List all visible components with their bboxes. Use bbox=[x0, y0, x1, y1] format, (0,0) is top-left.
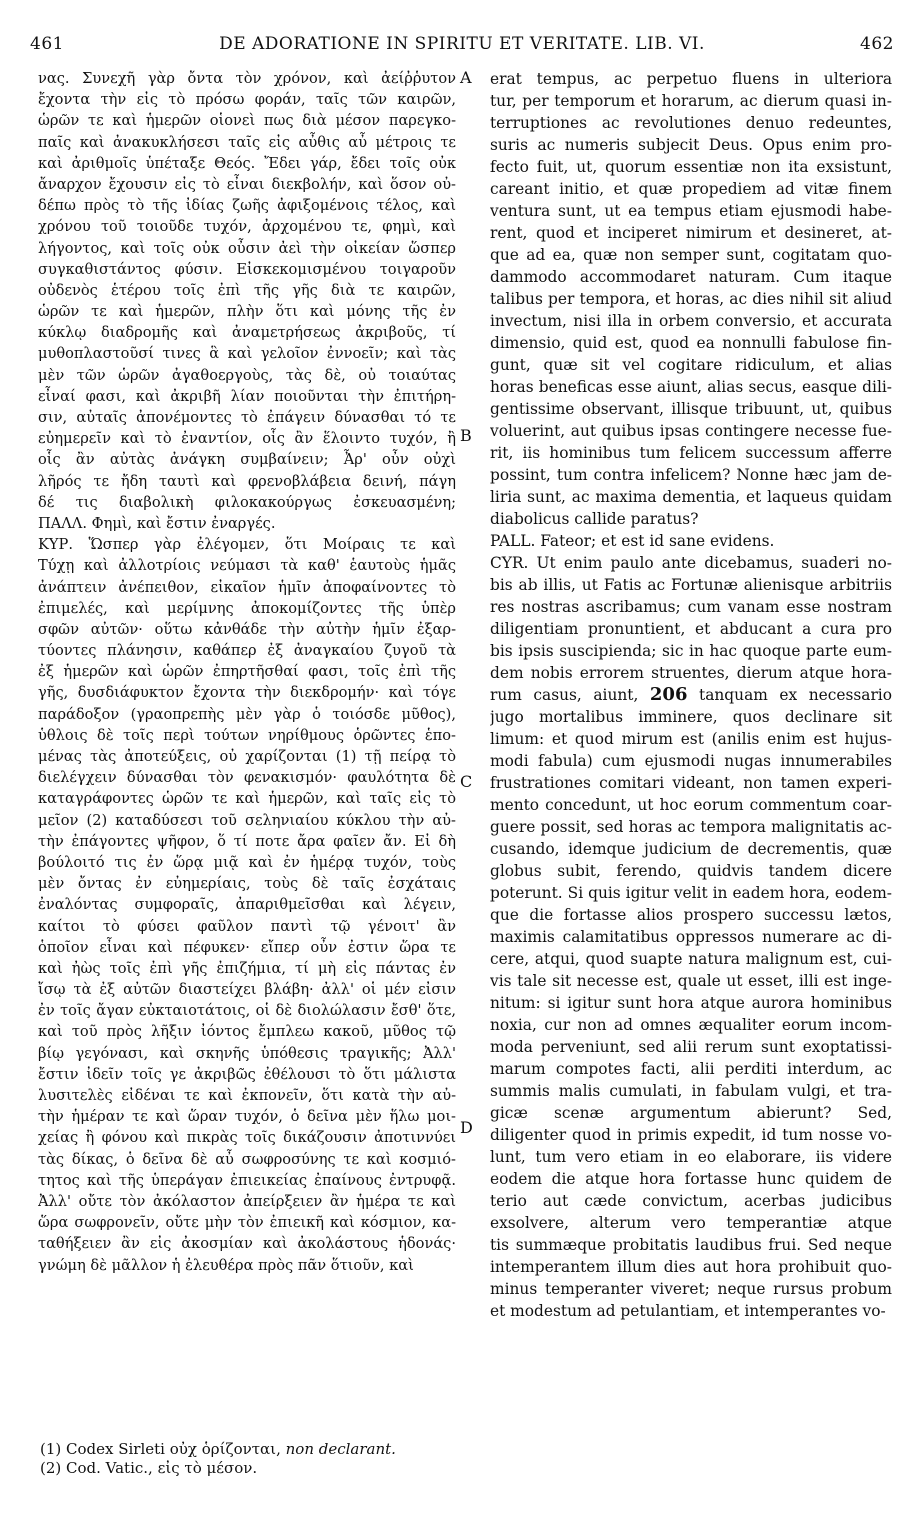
greek-text-line: οὐδενὸς ἑτέρου τοῖς ἐπὶ τῆς γῆς διὰ τε καιρῶν, bbox=[38, 281, 456, 299]
greek-text-line: καὶ ἠὼς τοῖς ἐπὶ γῆς ἐπιζήμια, τί μὴ εἰς πάντας ἐν bbox=[38, 959, 456, 977]
footnote-1-italic: non declarant. bbox=[285, 1440, 396, 1458]
greek-text-line: σφῶν αὐτῶν· οὕτω κἀνθάδε τὴν αὐτὴν ἡμῖν ἐξαρ- bbox=[38, 620, 456, 638]
latin-text-line: moda perveniunt, sed alii rerum sunt exoptatissi- bbox=[490, 1038, 892, 1056]
greek-text-line: τὴν ἡμέραν τε καὶ ὥραν τυχόν, ὁ δεῖνα μὲν ἥλω μοι- bbox=[38, 1108, 456, 1126]
greek-text-line: παράδοξον (γραοπρεπὴς μὲν γὰρ ὁ τοιόσδε μῦθος), bbox=[38, 705, 456, 723]
greek-text-line: τὴν ἐπάγοντες ψῆφον, ὅ τί ποτε ἄρα φαῖεν ἄν. Εἰ δὴ bbox=[38, 832, 456, 850]
latin-text-line: eodem die atque hora fortasse hunc quidem de bbox=[490, 1170, 892, 1188]
latin-text-line: possint, tum contra infelicem? Nonne hæc jam de- bbox=[490, 466, 892, 484]
latin-text-line: talibus per tempora, et horas, ac dies nihil sit aliud bbox=[490, 290, 892, 308]
greek-text-line: δέ τις διαβολικὴ φιλοκακούργως ἐσκευασμένη; bbox=[38, 493, 456, 511]
greek-text-line: καὶ ἀριθμοῖς ὑπέταξε Θεός. Ἔδει γάρ, ἔδει τοῖς οὐκ bbox=[38, 154, 456, 172]
latin-text-line: nitum: si igitur sunt hora atque aurora hominibus bbox=[490, 994, 892, 1012]
greek-text-line: τητος καὶ τῆς ὑπεράγαν ἐπιεικείας ἐπαίνους ἐντρυφᾷ. bbox=[38, 1171, 456, 1189]
greek-text-line: καίτοι τὸ φύσει φαῦλον παντὶ τῷ γένοιτ' ἂν bbox=[38, 917, 456, 935]
greek-text-line: ἔστιν ἰδεῖν τοῖς γε ἀκριβῶς ἐθέλουσι τὸ ὅτι μάλιστα bbox=[38, 1065, 456, 1083]
greek-text-line: συγκαθιστάντος φύσιν. Εἰσκεκομισμένου τοιγαροῦν bbox=[38, 260, 456, 278]
latin-text-line: gicæ scenæ argumentum abierunt? Sed, bbox=[490, 1104, 892, 1122]
greek-text-line: μεῖον (2) καταδύσεσι τοῦ σεληνιαίου κύκλου τὴν αὐ- bbox=[38, 811, 456, 829]
greek-text-line: νας. Συνεχῆ γὰρ ὄντα τὸν χρόνον, καὶ ἀείῤῥυτον bbox=[38, 70, 456, 87]
greek-text-line: εὐημερεῖν καὶ τὸ ἐναντίον, οἷς ἂν ἕλοιντο τυχόν, ἢ bbox=[38, 430, 456, 448]
latin-text-line: jugo mortalibus imminere, quos declinare sit bbox=[490, 708, 892, 726]
latin-text-line: fecto fuit, ut, quorum essentiæ non ita exsistunt, bbox=[490, 158, 892, 176]
latin-text-line: que ad ea, quæ non semper sunt, cogitatam quo- bbox=[490, 246, 892, 264]
latin-text-line: guere possit, sed horas ac tempora malignitatis ac- bbox=[490, 818, 892, 836]
page-header bbox=[30, 34, 894, 60]
greek-text-line: γῆς, δυσδιάφυκτον ἔχοντα τὴν διεκδρομήν· καὶ τόγε bbox=[38, 684, 456, 702]
latin-text-line: noxia, cur non ad omnes æqualiter eorum incom- bbox=[490, 1016, 892, 1034]
latin-text-line: globus subit, ferendo, quidvis tandem dicere bbox=[490, 862, 892, 880]
latin-text-line: et modestum ad petulantiam, et intemperantes vo- bbox=[490, 1302, 886, 1320]
greek-text-line: καὶ τοῦ πρὸς λῆξιν ἰόντος ἔμπλεω κακοῦ, μῦθος τῷ bbox=[38, 1023, 456, 1041]
greek-text-line: ἐναλόντας συμφοραῖς, ἀπαριθμεῖσθαι καὶ λέγειν, bbox=[38, 896, 456, 914]
greek-text-line: μὲν ὄντας ἐν εὐημερίαις, τοὺς δὲ ταῖς ἐσχάταις bbox=[38, 875, 456, 893]
greek-text-line: ὥρα σωφρονεῖν, οὔτε μὴν τὸν ἐπιεικῆ καὶ κόσμιον, κα- bbox=[38, 1214, 456, 1232]
latin-text-line: cusando, idemque judicium de decrementis, quæ bbox=[490, 840, 892, 858]
latin-206-prefix: rum casus, aiunt, bbox=[490, 686, 650, 704]
latin-text-line: res nostras ascribamus; cum vanam esse nostram bbox=[490, 598, 892, 616]
greek-text-line: ὡρῶν τε καὶ ἡμερῶν οἱονεὶ πως διὰ μέσον παρεγκο- bbox=[38, 112, 456, 130]
latin-text-line: ventura sunt, ut ea tempus etiam ejusmodi habe- bbox=[490, 202, 892, 220]
greek-text-line: γνώμη δὲ μᾶλλον ἡ ἐλευθέρα πρὸς πᾶν ὅτιοῦν, καὶ bbox=[38, 1256, 414, 1274]
latin-text-line: que die fortasse alios prospero successu lætos, bbox=[490, 906, 892, 924]
latin-text-line: dammodo accommodaret naturam. Cum itaque bbox=[490, 268, 892, 286]
latin-text-line: lunt, tum vero etiam in eo elaborare, iis videre bbox=[490, 1148, 892, 1166]
latin-text-line: summis malis cumulati, in fabulam vulgi, et tra- bbox=[490, 1082, 892, 1100]
greek-text-line: λήγοντος, καὶ τοῖς οὐκ οὖσιν ἀεὶ τὴν οἰκείαν ὥσπερ bbox=[38, 239, 456, 257]
greek-text-line: ἴσῳ τὰ ἐξ αὐτῶν διαστείχει βλάβη· ἀλλ' οἱ μέν εἰσιν bbox=[38, 981, 456, 999]
greek-text-line: μυθοπλαστοῦσί τινες ἃ καὶ γελοῖον ἐννοεῖν; καὶ τὰς bbox=[38, 345, 456, 363]
greek-text-line: ὁποῖον εἶναι καὶ πέφυκεν· εἴπερ οὖν ἐστιν ὥρα τε bbox=[38, 938, 456, 956]
latin-206-suffix: tanquam ex necessario bbox=[687, 686, 892, 704]
footnotes bbox=[40, 1440, 396, 1478]
latin-text-line: PALL. Fateor; et est id sane evidens. bbox=[490, 532, 775, 550]
greek-text-line: ταθήξειεν ἂν εἰς ἀκοσμίαν καὶ ἀκολάστους ἡδονάς· bbox=[38, 1235, 456, 1253]
latin-text-line: tur, per temporum et horarum, ac dierum quasi in- bbox=[490, 92, 892, 110]
greek-text-line: Τύχῃ καὶ ἀλλοτρίοις νεύμασι τὰ καθ' ἑαυτοὺς ἡμᾶς bbox=[38, 557, 456, 575]
latin-text-line: erat tempus, ac perpetuo fluens in ulteriora bbox=[490, 70, 892, 88]
greek-text-line: παῖς καὶ ἀνακυκλήσεσι ταῖς εἰς αὖθις αὖ μέτροις τε bbox=[38, 133, 456, 151]
latin-text-line: exsolvere, alterum vero temperantiæ atque bbox=[490, 1214, 892, 1232]
left-page-number: 461 bbox=[30, 34, 64, 54]
greek-text-line: ἔχοντα τὴν εἰς τὸ πρόσω φοράν, ταῖς τῶν καιρῶν, bbox=[38, 91, 456, 109]
greek-text-line: ἐπιμελές, καὶ μερίμνης ἀποκομίζοντες τῆς ὑπὲρ bbox=[38, 599, 456, 617]
greek-text-line: ΠΑΛΛ. Φημὶ, καὶ ἔστιν ἐναργές. bbox=[38, 514, 276, 532]
latin-text-line: invectum, nisi illa in orbem conversio, et accurata bbox=[490, 312, 892, 330]
latin-text-line: limum: et quod mirum est (anilis enim est hujus- bbox=[490, 730, 892, 748]
greek-text-line: Ἀλλ' οὔτε τὸν ἀκόλαστον ἀπείρξειεν ἂν ἡμέρα τε καὶ bbox=[38, 1192, 456, 1210]
latin-text-line: minus temperanter viveret; neque rursus probum bbox=[490, 1280, 892, 1298]
latin-text-line: voluerint, aut quibus ipsas contingere necesse fue- bbox=[490, 422, 892, 440]
greek-text-line: λῆρός τε ἤδη ταυτὶ καὶ φρενοβλάβεια δεινή, πάγη bbox=[38, 472, 456, 490]
edition-page-ref: 206 bbox=[649, 684, 688, 705]
footnote-2: (2) Cod. Vatic., εἰς τὸ μέσον. bbox=[40, 1459, 258, 1477]
greek-text-line: ὡρῶν τε καὶ ἡμερῶν, πλὴν ὅτι καὶ μόνης τῆς ἐν bbox=[38, 303, 456, 321]
latin-text-line: rit, iis hominibus tum felicem successum afferre bbox=[490, 444, 892, 462]
running-title: DE ADORATIONE IN SPIRITU ET VERITATE. LIB. VI. bbox=[219, 34, 705, 54]
margin-marker-a: A bbox=[460, 68, 472, 87]
latin-text-line: diligenter quod in primis expedit, id tum nosse vo- bbox=[490, 1126, 892, 1144]
latin-text-line: maximis calamitatibus oppressos numerare ac di- bbox=[490, 928, 892, 946]
greek-column bbox=[38, 68, 456, 1276]
greek-text-line: ὑθλοις δὲ τοῖς περὶ τούτων νηρίθμους ὁρῶντες ἑπο- bbox=[38, 726, 456, 744]
latin-text-line bbox=[490, 684, 892, 706]
latin-text-line: modi fabula) cum ejusmodi nugas innumerabiles bbox=[490, 752, 892, 770]
greek-text-line: διελέγχειν δύνασθαι τὸν φενακισμόν· φαυλότητα δὲ bbox=[38, 769, 456, 787]
latin-text-line: suris ac numeris subjecit Deus. Opus enim pro- bbox=[490, 136, 892, 154]
greek-text-line: ἀνάπτειν ἀνέπειθον, εἰκαῖον ἡμῖν ἀποφαίνοντες τὸ bbox=[38, 578, 456, 596]
latin-text-line: careant initio, et quæ propediem ad vitæ finem bbox=[490, 180, 892, 198]
latin-text-line: CYR. Ut enim paulo ante dicebamus, suaderi no- bbox=[490, 554, 892, 572]
latin-text-line: mento concedunt, ut hoc eorum commentum coar- bbox=[490, 796, 892, 814]
footnote-1-text: (1) Codex Sirleti οὐχ ὁρίζονται, bbox=[40, 1440, 281, 1458]
latin-text-line: diligentiam pronuntient, et abducant a cura pro bbox=[490, 620, 892, 638]
margin-marker-b: B bbox=[460, 426, 472, 445]
latin-text-line: intemperantem illum dies aut hora prohibuit quo- bbox=[490, 1258, 892, 1276]
latin-column bbox=[490, 68, 892, 1322]
margin-marker-c: C bbox=[460, 772, 473, 791]
latin-text-line: tis summæque probitatis laudibus frui. Sed neque bbox=[490, 1236, 892, 1254]
latin-text-line: bis ab illis, ut Fatis ac Fortunæ alienisque arbitriis bbox=[490, 576, 892, 594]
right-page-number: 462 bbox=[860, 34, 894, 54]
greek-text-line: ΚΥΡ. Ὥσπερ γὰρ ἐλέγομεν, ὅτι Μοίραις τε καὶ bbox=[38, 536, 456, 554]
latin-text-line: dem nobis errorem struentes, dierum atque hora- bbox=[490, 664, 892, 682]
greek-text-line: βίῳ γεγόνασι, καὶ σκηνῆς ὑπόθεσις τραγικῆς; Ἀλλ' bbox=[38, 1044, 456, 1062]
greek-text-line: μὲν τῶν ὡρῶν ἀγαθοεργοὺς, τὰς δὲ, οὐ τοιαύτας bbox=[38, 366, 456, 384]
greek-text-line: εἶναί φασι, καὶ ἀκριβῆ λίαν ποιοῦνται τὴν ἐπιτήρη- bbox=[38, 387, 456, 405]
greek-text-line: βούλοιτό τις ἐν ὥρᾳ μιᾷ καὶ ἐν ἡμέρᾳ τυχόν, τοὺς bbox=[38, 853, 456, 871]
margin-marker-d: D bbox=[460, 1118, 473, 1137]
latin-text-line: diabolicus callide paratus? bbox=[490, 510, 699, 528]
latin-text-line: terio aut cæde convictum, acerbas judicibus bbox=[490, 1192, 892, 1210]
latin-text-line: frustrationes comitari videant, non tamen experi- bbox=[490, 774, 892, 792]
greek-text-line: ἐξ ἡμερῶν καὶ ὡρῶν ἐπηρτῆσθαί φασι, τοῖς ἐπὶ τῆς bbox=[38, 663, 456, 681]
latin-text-line: poterunt. Si quis igitur velit in eadem hora, eodem- bbox=[490, 884, 892, 902]
footnote-1 bbox=[40, 1440, 396, 1459]
greek-text-line: σιν, αὐταῖς ἀπονέμοντες τὸ ἐπάγειν δύνασθαι τό τε bbox=[38, 409, 456, 426]
greek-text-line: ἄναρχον ἔχουσιν εἰς τὸ εἶναι διεκβολήν, καὶ ὅσον οὐ- bbox=[38, 175, 456, 193]
latin-text-line: marum compotes facti, alii perditi interdum, ac bbox=[490, 1060, 892, 1078]
latin-text-line: rent, quod et inciperet nimirum et desineret, at- bbox=[490, 224, 892, 242]
greek-text-line: καταγράφοντες ὡρῶν τε καὶ ἡμερῶν, καὶ ταῖς εἰς τὸ bbox=[38, 790, 456, 808]
greek-text-line: ἐν τοῖς ἄγαν εὐκταιοτάτοις, οἱ δὲ διολώλασιν ἔσθ' ὅτε, bbox=[38, 1002, 456, 1020]
greek-text-line: χείας ἢ φόνου καὶ πικρὰς τοῖς δικάζουσιν ἀποτιννύει bbox=[38, 1129, 456, 1147]
latin-text-line: vis tale sit necesse est, quale ut esset, illi est inge- bbox=[490, 972, 892, 990]
latin-text-line: bis ipsis suscipienda; sic in hac quoque parte eum- bbox=[490, 642, 892, 660]
greek-text-line: μένας τὰς ἀποτεύξεις, οὐ χαρίζονται (1) τῇ πείρᾳ τὸ bbox=[38, 748, 456, 766]
latin-text-line: cere, atqui, quod suapte natura malignum est, cui- bbox=[490, 950, 892, 968]
greek-text-line: τὰς δίκας, ὁ δεῖνα δὲ αὖ σωφροσύνης τε καὶ κοσμιό- bbox=[38, 1150, 456, 1168]
latin-text-line: dimensio, quid est, quod ea nonnulli fabulose fin- bbox=[490, 334, 892, 352]
latin-text-line: horas beneficas esse aiunt, alias secus, easque dili- bbox=[490, 378, 892, 396]
greek-text-line: λυσιτελὲς εἰδέναι τε καὶ ἐκπονεῖν, ὅτι κατὰ τὴν αὐ- bbox=[38, 1087, 456, 1105]
greek-text-line: κύκλῳ διαδρομῆς καὶ ἀναμετρήσεως ἀκριβοῦς, τί bbox=[38, 324, 456, 342]
latin-text-line: gentissime observant, illisque tribuunt, ut, quibus bbox=[490, 400, 892, 418]
greek-text-line: οἷς ἂν αὐτὰς ἀνάγκη συμβαίνειν; Ἆρ' οὖν οὐχὶ bbox=[38, 451, 456, 469]
latin-text-line: terruptiones ac revolutiones denuo redeuntes, bbox=[490, 114, 892, 132]
latin-text-line: liria sunt, ac maxima dementia, et laqueus quidam bbox=[490, 488, 892, 506]
greek-text-line: τύοντες πλάνησιν, καθάπερ ἐξ ἀναγκαίου ζυγοῦ τὰ bbox=[38, 642, 456, 660]
greek-text-line: δέπω πρὸς τὸ τῆς ἰδίας ζωῆς ἀφιξομένοις τέλος, καὶ bbox=[38, 197, 456, 215]
greek-text-line: χρόνου τοῦ τοιοῦδε τυχόν, ἀρχομένου τε, φημὶ, καὶ bbox=[38, 218, 456, 236]
latin-text-line: gunt, quæ sit vel cogitare ridiculum, et alias bbox=[490, 356, 892, 374]
